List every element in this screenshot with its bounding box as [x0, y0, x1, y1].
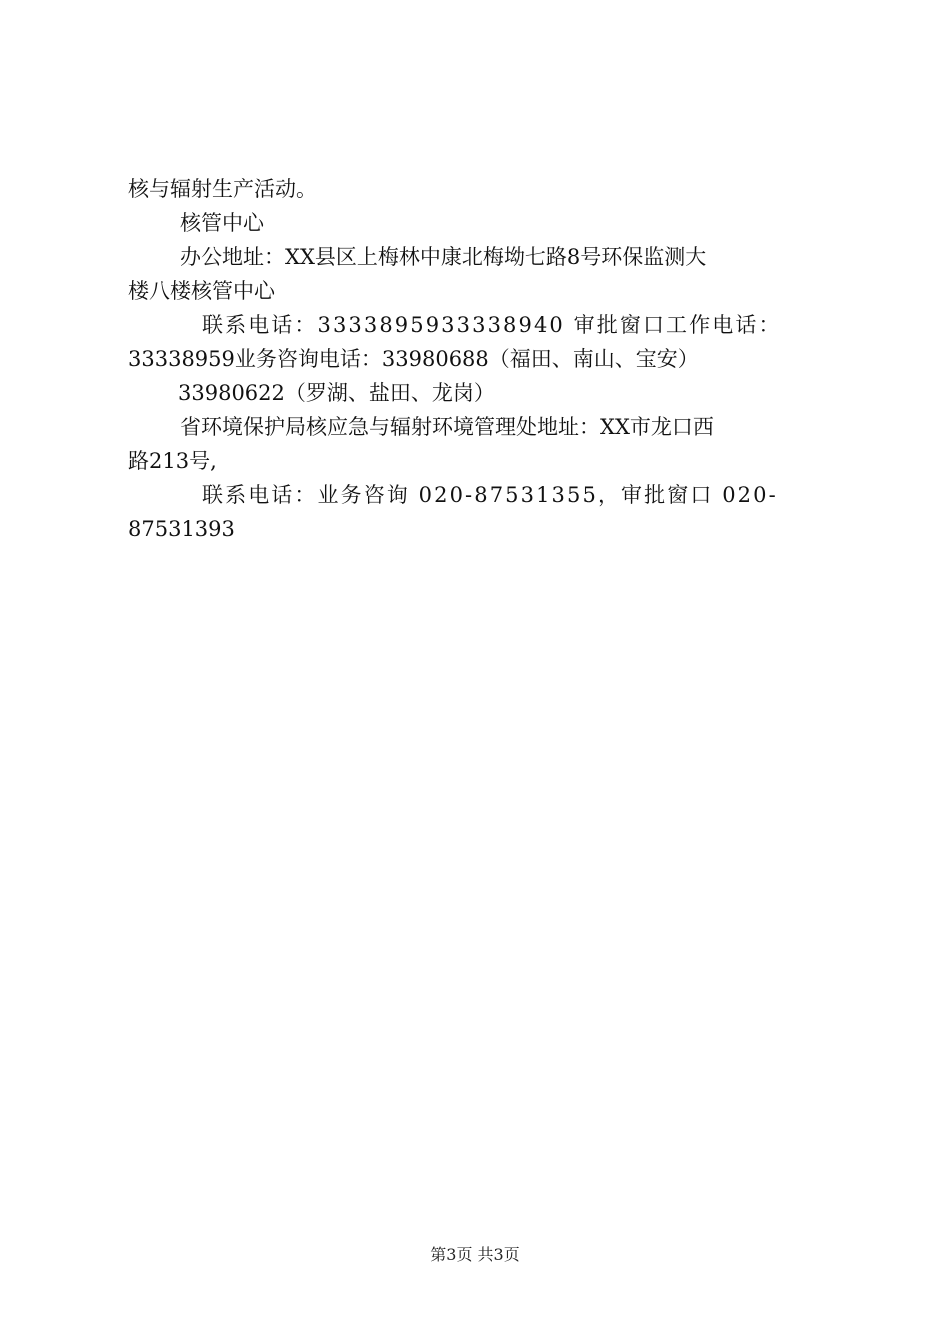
text-line: 87531393 [128, 517, 235, 541]
page-footer [0, 1244, 950, 1266]
text-line: 联系电话：3333895933338940 审批窗口工作电话： [202, 313, 782, 337]
text-line: 33980622（罗湖、盐田、龙岗） [178, 381, 495, 405]
section-heading: 核管中心 [180, 211, 264, 235]
text-line: 33338959业务咨询电话：33980688（福田、南山、宝安） [128, 347, 699, 371]
page-number: 第3页 共3页 [430, 1245, 520, 1264]
text-line: 路213号, [128, 449, 217, 473]
text-line: 办公地址：XX县区上梅林中康北梅坳七路8号环保监测大 [180, 245, 707, 269]
document-body [128, 172, 833, 546]
text-line: 核与辐射生产活动。 [128, 177, 317, 201]
text-line: 楼八楼核管中心 [128, 279, 275, 303]
text-line: 省环境保护局核应急与辐射环境管理处地址：XX市龙口西 [180, 415, 714, 439]
text-line: 联系电话：业务咨询 020-87531355，审批窗口 020- [202, 483, 778, 507]
